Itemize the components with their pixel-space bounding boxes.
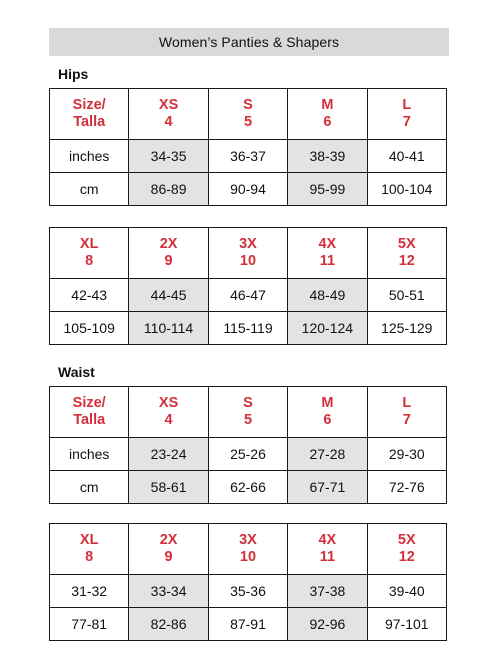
table-cell: cm <box>50 471 129 504</box>
table-header-row <box>50 524 447 575</box>
table-cell: 42-43 <box>50 279 129 312</box>
table-cell: 50-51 <box>367 279 446 312</box>
hips-size-table-2 <box>49 227 447 345</box>
table-cell: 25-26 <box>208 438 287 471</box>
table-row <box>50 312 447 345</box>
size-header-cell: XS 4 <box>129 387 208 438</box>
section-label-waist: Waist <box>58 364 95 380</box>
table-cell: 34-35 <box>129 140 208 173</box>
table-cell: 100-104 <box>367 173 446 206</box>
size-header-cell: 5X 12 <box>367 524 446 575</box>
table-cell: 48-49 <box>288 279 367 312</box>
table-cell: 46-47 <box>208 279 287 312</box>
table-cell: 29-30 <box>367 438 446 471</box>
table-cell: 33-34 <box>129 575 208 608</box>
size-header-cell: Size/ Talla <box>50 387 129 438</box>
size-header-cell: XL 8 <box>50 524 129 575</box>
table-cell: 86-89 <box>129 173 208 206</box>
table-cell: 67-71 <box>288 471 367 504</box>
table-cell: 95-99 <box>288 173 367 206</box>
table-cell: 35-36 <box>208 575 287 608</box>
table-cell: 62-66 <box>208 471 287 504</box>
table-header-row <box>50 387 447 438</box>
table-cell: inches <box>50 140 129 173</box>
table-cell: 125-129 <box>367 312 446 345</box>
size-header-cell: 5X 12 <box>367 228 446 279</box>
table-cell: 97-101 <box>367 608 446 641</box>
table-cell: 44-45 <box>129 279 208 312</box>
table-row <box>50 438 447 471</box>
table-row <box>50 575 447 608</box>
size-header-cell: M 6 <box>288 89 367 140</box>
size-header-cell: S 5 <box>208 387 287 438</box>
table-cell: 58-61 <box>129 471 208 504</box>
table-cell: 23-24 <box>129 438 208 471</box>
table-cell: 40-41 <box>367 140 446 173</box>
table-row <box>50 173 447 206</box>
size-header-cell: 4X 11 <box>288 228 367 279</box>
hips-size-table-1 <box>49 88 447 206</box>
size-header-cell: 2X 9 <box>129 524 208 575</box>
table-cell: 115-119 <box>208 312 287 345</box>
table-cell: 31-32 <box>50 575 129 608</box>
table-cell: 120-124 <box>288 312 367 345</box>
table-row <box>50 140 447 173</box>
table-cell: 87-91 <box>208 608 287 641</box>
size-header-cell: S 5 <box>208 89 287 140</box>
size-header-cell: L 7 <box>367 387 446 438</box>
table-cell: 82-86 <box>129 608 208 641</box>
table-cell: 105-109 <box>50 312 129 345</box>
size-header-cell: Size/ Talla <box>50 89 129 140</box>
waist-size-table-1 <box>49 386 447 504</box>
table-cell: 37-38 <box>288 575 367 608</box>
table-cell: 38-39 <box>288 140 367 173</box>
table-row <box>50 471 447 504</box>
table-row <box>50 608 447 641</box>
table-cell: 39-40 <box>367 575 446 608</box>
table-cell: 72-76 <box>367 471 446 504</box>
table-cell: 27-28 <box>288 438 367 471</box>
table-cell: 92-96 <box>288 608 367 641</box>
size-header-cell: XS 4 <box>129 89 208 140</box>
table-header-row <box>50 228 447 279</box>
table-cell: 36-37 <box>208 140 287 173</box>
table-row <box>50 279 447 312</box>
size-header-cell: XL 8 <box>50 228 129 279</box>
size-header-cell: 3X 10 <box>208 524 287 575</box>
table-cell: 77-81 <box>50 608 129 641</box>
size-header-cell: 2X 9 <box>129 228 208 279</box>
table-cell: 110-114 <box>129 312 208 345</box>
table-header-row <box>50 89 447 140</box>
section-label-hips: Hips <box>58 66 89 82</box>
table-cell: cm <box>50 173 129 206</box>
size-header-cell: M 6 <box>288 387 367 438</box>
size-header-cell: 3X 10 <box>208 228 287 279</box>
chart-title: Women’s Panties & Shapers <box>49 28 449 56</box>
size-header-cell: L 7 <box>367 89 446 140</box>
table-cell: 90-94 <box>208 173 287 206</box>
waist-size-table-2 <box>49 523 447 641</box>
size-header-cell: 4X 11 <box>288 524 367 575</box>
table-cell: inches <box>50 438 129 471</box>
